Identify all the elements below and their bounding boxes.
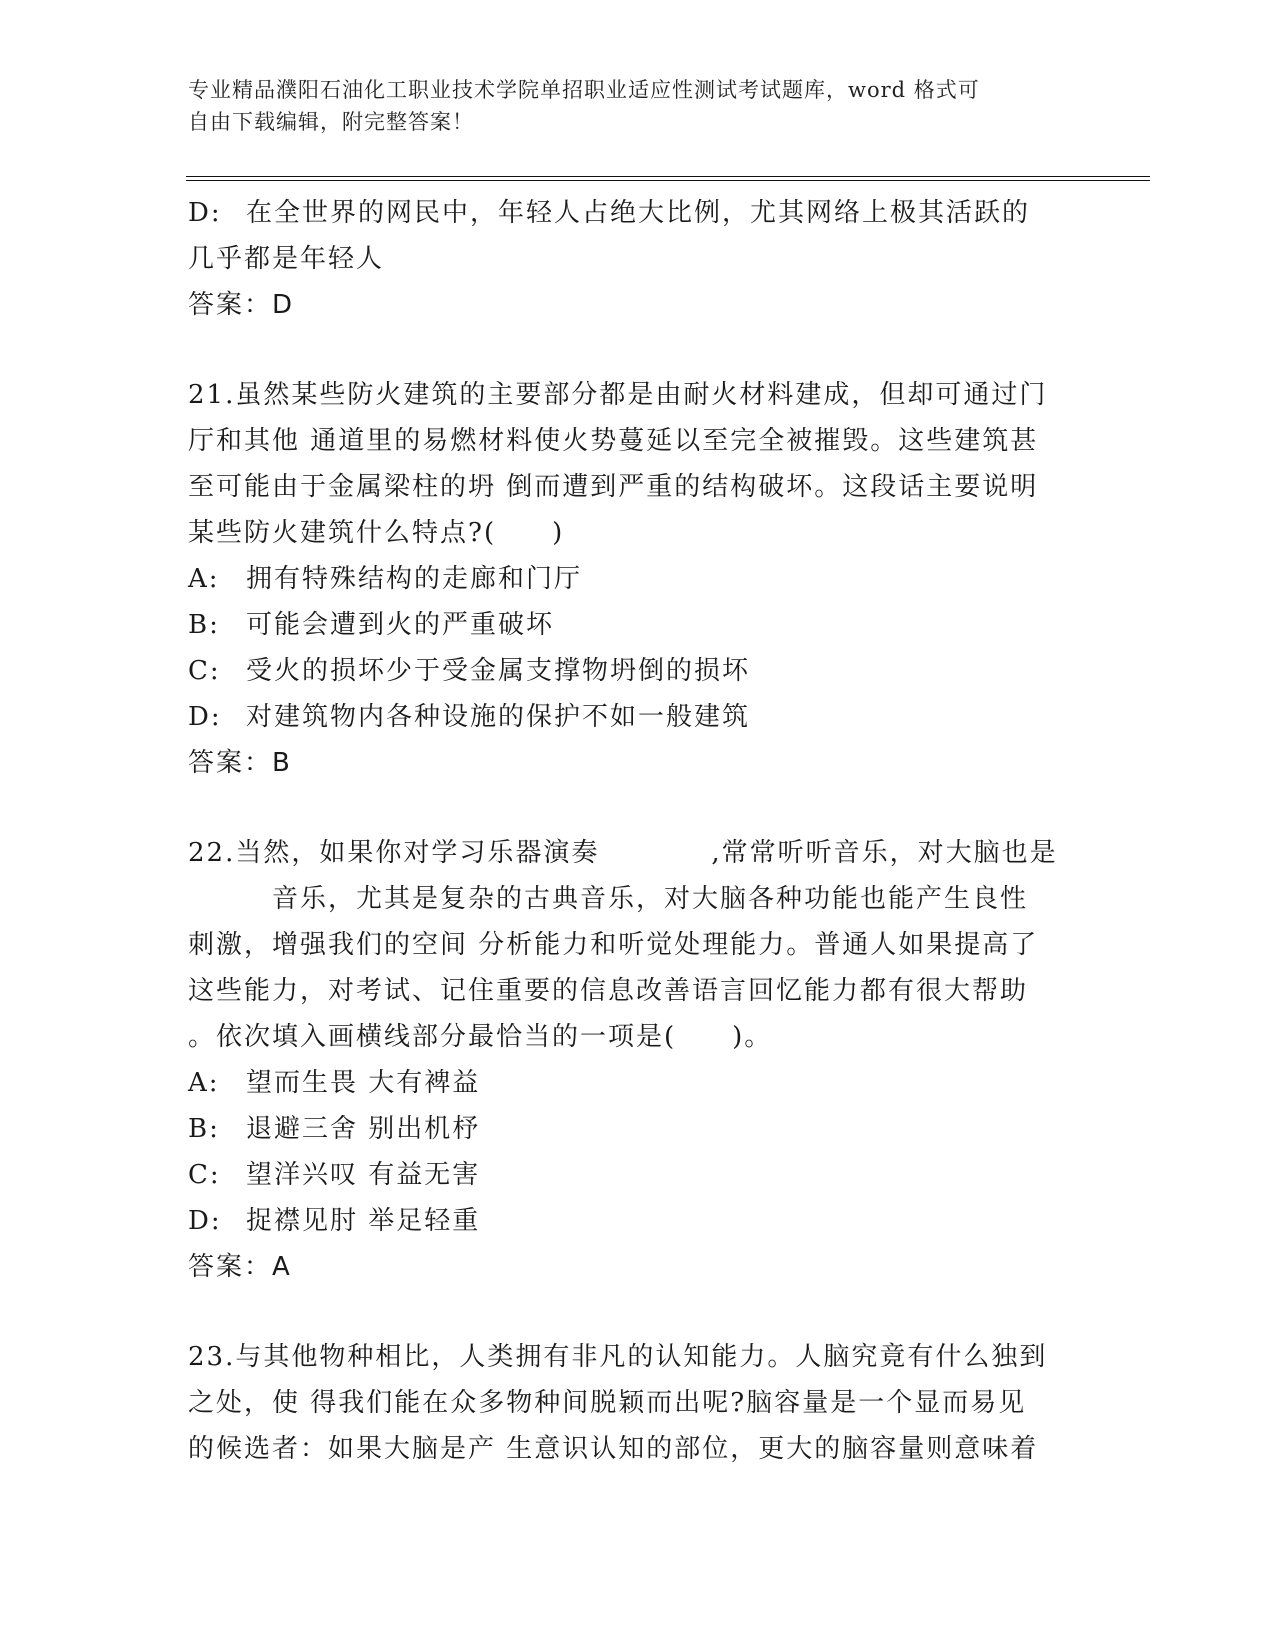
prev-option-d [188, 190, 1088, 236]
stem-line: 刺激，增强我们的空间 分析能力和听觉处理能力。普通人如果提高了 [188, 930, 1039, 960]
option-letter: C: [188, 1160, 221, 1190]
question-21-stem [188, 372, 1088, 556]
stem-line: 。依次填入画横线部分最恰当的一项是( )。 [188, 1022, 773, 1052]
stem-line: 之处，使 得我们能在众多物种间脱颖而出呢?脑容量是一个显而易见 [188, 1388, 1027, 1418]
option-text: 捉襟见肘 举足轻重 [246, 1206, 481, 1236]
prev-answer: 答案：D [188, 290, 295, 320]
question-22-option-b [188, 1106, 1088, 1152]
option-letter: B: [188, 1114, 220, 1144]
prev-option-d-continued: 几乎都是年轻人 [188, 244, 385, 274]
stem-line: 某些防火建筑什么特点?( ) [188, 518, 565, 548]
question-21-option-b [188, 602, 1088, 648]
question-21-option-d [188, 694, 1088, 740]
stem-line: 23.与其他物种相比，人类拥有非凡的认知能力。人脑究竟有什么独到 [188, 1342, 1048, 1372]
option-letter: A: [188, 1068, 220, 1098]
question-23-stem [188, 1334, 1088, 1472]
question-22-stem [188, 830, 1088, 1060]
question-21-answer: 答案：B [188, 748, 292, 778]
question-21-option-a [188, 556, 1088, 602]
question-23 [188, 1334, 1088, 1472]
header-rule [186, 176, 1150, 177]
stem-line: 音乐，尤其是复杂的古典音乐，对大脑各种功能也能产生良性 [188, 884, 1029, 914]
option-letter: B: [188, 610, 220, 640]
question-21-option-c [188, 648, 1088, 694]
stem-line: 的候选者：如果大脑是产 生意识认知的部位，更大的脑容量则意味着 [188, 1434, 1039, 1464]
stem-line: 厅和其他 通道里的易燃材料使火势蔓延以至完全被摧毁。这些建筑甚 [188, 426, 1039, 456]
stem-line: 21.虽然某些防火建筑的主要部分都是由耐火材料建成，但却可通过门 [188, 380, 1048, 410]
header-line-2: 自由下载编辑，附完整答案！ [188, 110, 474, 134]
header-line-1: 专业精品濮阳石油化工职业技术学院单招职业适应性测试考试题库，word 格式可 [188, 78, 980, 102]
stem-line: 这些能力，对考试、记住重要的信息改善语言回忆能力都有很大帮助 [188, 976, 1029, 1006]
option-letter: D: [188, 1206, 222, 1236]
option-text: 望洋兴叹 有益无害 [246, 1160, 481, 1190]
option-text: 受火的损坏少于受金属支撑物坍倒的损坏 [246, 656, 751, 686]
question-22-answer: 答案：A [188, 1252, 292, 1282]
option-letter: A: [188, 564, 220, 594]
stem-line: 至可能由于金属梁柱的坍 倒而遭到严重的结构破坏。这段话主要说明 [188, 472, 1039, 502]
question-21 [188, 372, 1088, 786]
prev-question [188, 190, 1088, 328]
stem-line: 22.当然，如果你对学习乐器演奏 ,常常听听音乐，对大脑也是 [188, 838, 1058, 868]
question-22-option-c [188, 1152, 1088, 1198]
option-text: 退避三舍 别出机杼 [246, 1114, 481, 1144]
option-text: 在全世界的网民中，年轻人占绝大比例，尤其网络上极其活跃的 [246, 198, 1031, 228]
option-letter: C: [188, 656, 221, 686]
question-22 [188, 830, 1088, 1290]
option-text: 可能会遭到火的严重破坏 [246, 610, 555, 640]
option-letter: D: [188, 198, 222, 228]
question-22-option-a [188, 1060, 1088, 1106]
option-text: 对建筑物内各种设施的保护不如一般建筑 [246, 702, 751, 732]
page-header [188, 74, 1068, 138]
document-body [188, 190, 1088, 1472]
option-letter: D: [188, 702, 222, 732]
question-22-option-d [188, 1198, 1088, 1244]
option-text: 拥有特殊结构的走廊和门厅 [246, 564, 583, 594]
option-text: 望而生畏 大有裨益 [246, 1068, 481, 1098]
